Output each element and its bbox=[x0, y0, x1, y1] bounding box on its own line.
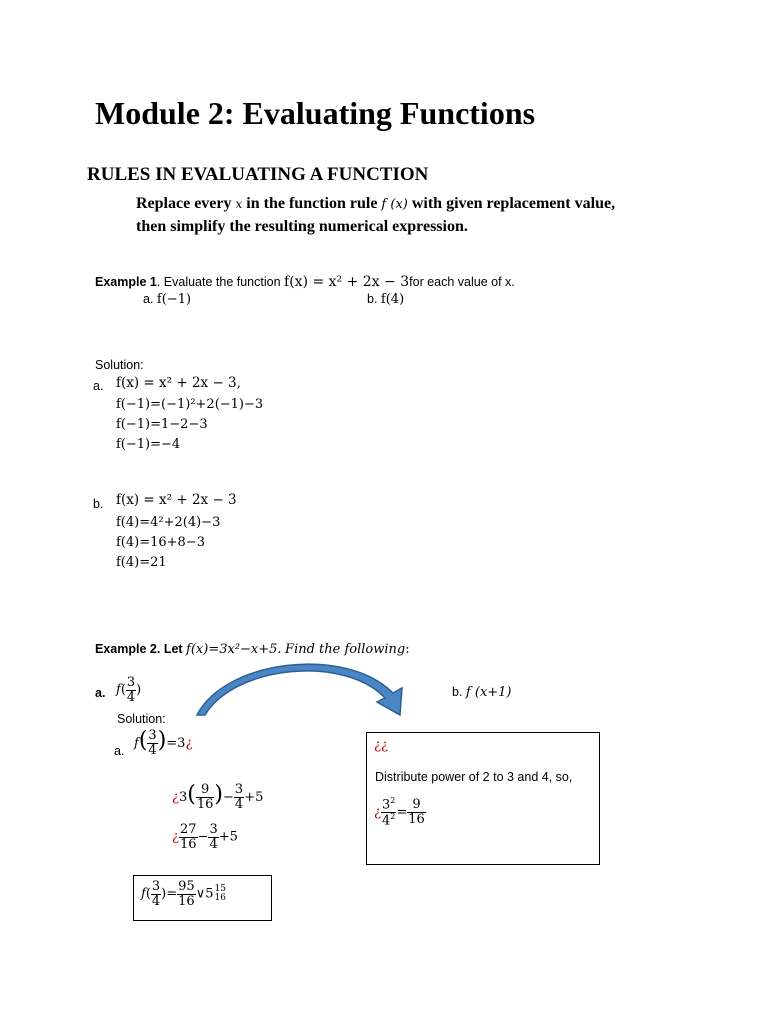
fraction-9-16 bbox=[196, 783, 215, 811]
eq-three: =3 bbox=[166, 736, 186, 751]
frac-den: 16 bbox=[179, 836, 197, 852]
example1-part-b-label: b. bbox=[367, 292, 378, 306]
garbled-char: ¿ bbox=[185, 736, 193, 751]
note-expression: ¿ $\frac{3^2}{4^2}$ = $\frac{9}{16}$ bbox=[374, 796, 425, 829]
example2-colon: : bbox=[405, 642, 410, 657]
minus-sign: − bbox=[197, 829, 209, 845]
frac-num: 3 bbox=[209, 822, 218, 837]
minus-sign: − bbox=[223, 790, 234, 805]
frac-num: 3 bbox=[126, 675, 136, 690]
frac-num: 95 bbox=[178, 879, 195, 894]
frac-num: 27 bbox=[179, 822, 197, 837]
garbled-char: ¿ bbox=[172, 829, 179, 845]
power-base: 3 bbox=[381, 797, 391, 813]
fraction-power bbox=[381, 797, 396, 828]
example2-step-3 bbox=[172, 823, 238, 851]
fraction-3-4 bbox=[208, 823, 218, 851]
frac-num: 9 bbox=[196, 783, 215, 798]
example1-function: f(x) = x² + 2x − 3 bbox=[284, 274, 410, 290]
sol-b-line: f(4)=16+8−3 bbox=[116, 535, 205, 550]
rule-text-c: with given replacement value, bbox=[411, 195, 616, 212]
page-title: Module 2: Evaluating Functions bbox=[95, 95, 536, 131]
frac-den: 16 bbox=[408, 811, 425, 827]
frac-den: 16 bbox=[196, 797, 214, 812]
curved-arrow-icon bbox=[195, 660, 420, 722]
fraction-3-4 bbox=[234, 783, 244, 811]
power-base: 4 bbox=[381, 813, 391, 829]
example2-part-b-label: b. bbox=[452, 685, 463, 699]
step2-coeff: 3 bbox=[178, 790, 188, 805]
paren-close: ) bbox=[157, 728, 167, 753]
sol-a-line: f(−1)=(−1)²+2(−1)−3 bbox=[116, 397, 264, 412]
frac-den: 16 bbox=[178, 893, 195, 909]
example1-part-a-label: a. bbox=[143, 292, 154, 306]
rule-line-2: then simplify the resulting numerical expression. bbox=[136, 218, 468, 235]
rule-var-x: x bbox=[235, 197, 243, 211]
power-exp: 2 bbox=[390, 811, 396, 821]
example1-solution-label: Solution: bbox=[95, 358, 144, 372]
paren-close: ) bbox=[214, 782, 223, 807]
rule-text-b: in the function rule bbox=[246, 195, 378, 212]
sol-a-line: f(−1)=−4 bbox=[116, 437, 181, 452]
example2-part-b bbox=[452, 685, 512, 700]
frac-den: 4 bbox=[151, 893, 161, 909]
example2-label: Example 2. bbox=[95, 642, 161, 656]
frac-num: 9 bbox=[407, 798, 426, 813]
example1-instruction-b: for each value of x. bbox=[409, 275, 515, 289]
fraction-3-4 bbox=[126, 676, 136, 704]
example2-sol-label: a. bbox=[114, 744, 125, 758]
example1-part-b-expr: f(4) bbox=[380, 292, 405, 307]
frac-den: 4 bbox=[148, 743, 157, 758]
paren-open: ( bbox=[187, 782, 196, 807]
f-symbol: f bbox=[141, 886, 146, 902]
f-symbol: f bbox=[116, 682, 121, 698]
paren-open: ( bbox=[138, 728, 148, 753]
garbled-char: ¿ bbox=[374, 804, 381, 820]
rule-fx: f (x) bbox=[381, 197, 408, 212]
frac-num bbox=[381, 797, 396, 813]
example2-part-a-label: a. bbox=[95, 686, 106, 700]
note-garbled: ¿¿ bbox=[374, 738, 388, 753]
rule-text-a: Replace every bbox=[136, 195, 232, 212]
example2-part-a-expr: f( $\frac{3}{4}$ ) bbox=[116, 675, 142, 705]
example1-part-b bbox=[367, 292, 404, 307]
frac-num: 3 bbox=[234, 782, 244, 798]
sol-a-line: f(−1)=1−2−3 bbox=[116, 417, 208, 432]
sol-b-line: f(4)=21 bbox=[116, 555, 167, 570]
frac-den: 4 bbox=[209, 836, 218, 852]
example2-solution-label: Solution: bbox=[117, 712, 166, 726]
frac-den: 4 bbox=[234, 797, 244, 812]
frac-den bbox=[381, 813, 396, 828]
plus-five: +5 bbox=[244, 790, 264, 805]
mixed-fraction bbox=[213, 885, 226, 904]
example1-sol-a-label: a. bbox=[93, 379, 104, 393]
example2-step-2 bbox=[172, 782, 263, 812]
frac-num: 15 bbox=[214, 883, 226, 894]
frac-num: 3 bbox=[151, 879, 161, 894]
sol-b-line: f(4)=4²+2(4)−3 bbox=[116, 515, 221, 530]
example2-step-1 bbox=[134, 728, 192, 758]
rules-heading: RULES IN EVALUATING A FUNCTION bbox=[87, 164, 429, 185]
fraction-27-16 bbox=[179, 823, 198, 851]
example1-sol-b-label: b. bbox=[93, 497, 104, 511]
fraction-95-16 bbox=[177, 880, 196, 908]
result-or: ∨5 bbox=[195, 886, 214, 902]
rule-line-1 bbox=[136, 195, 615, 213]
fraction-9-16 bbox=[407, 798, 426, 826]
frac-num: 3 bbox=[148, 728, 157, 744]
sol-a-line: f(x) = x² + 2x − 3, bbox=[116, 375, 241, 391]
f-symbol: f bbox=[134, 736, 139, 751]
sol-b-line: f(x) = x² + 2x − 3 bbox=[116, 492, 237, 508]
frac-den: 16 bbox=[214, 893, 226, 904]
frac-den: 4 bbox=[126, 689, 136, 705]
example1-label: Example 1 bbox=[95, 275, 157, 289]
example1-instruction bbox=[95, 274, 515, 290]
example1-part-a bbox=[143, 292, 191, 307]
example1-instruction-a: . Evaluate the function bbox=[156, 275, 281, 289]
example2-find: Find the following bbox=[285, 642, 406, 657]
example1-part-a-expr: f(−1) bbox=[156, 292, 192, 307]
example2-function: f(x)=3x²−x+5. bbox=[186, 642, 282, 657]
fraction-3-4 bbox=[147, 729, 157, 757]
example2-result: f( $\frac{3}{4}$ )= $\frac{95}{16}$ ∨5 15 16 bbox=[141, 879, 226, 909]
note-text: Distribute power of 2 to 3 and 4, so, bbox=[375, 770, 573, 784]
garbled-char: ¿ bbox=[172, 790, 179, 805]
example2-let: Let bbox=[163, 642, 183, 656]
power-exp: 2 bbox=[390, 796, 396, 805]
plus-five: +5 bbox=[218, 829, 238, 845]
example2-instruction bbox=[95, 642, 410, 657]
example2-part-b-expr: f (x+1) bbox=[465, 685, 512, 700]
fraction-3-4 bbox=[151, 880, 161, 908]
